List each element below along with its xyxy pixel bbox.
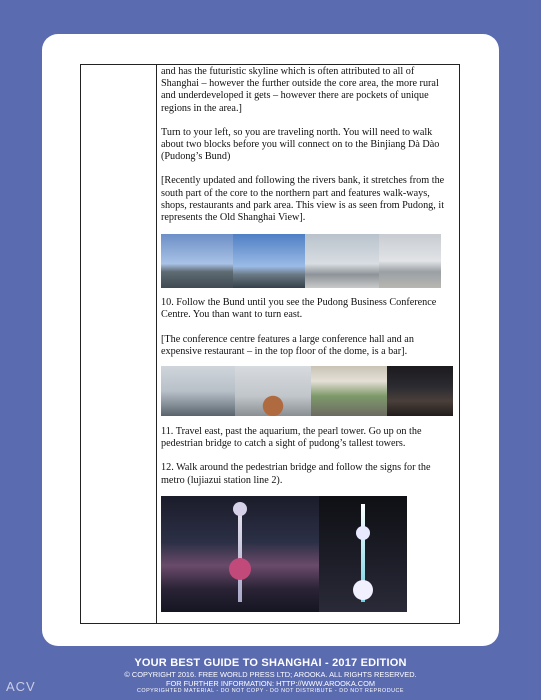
footer-info-link: FOR FURTHER INFORMATION: HTTP://WWW.AROOKA.COM xyxy=(165,679,376,688)
photo-pearl-tower-night-1 xyxy=(161,496,319,612)
photo-towers xyxy=(161,366,235,416)
paragraph-skyline: and has the futuristic skyline which is often attributed to all of Shanghai – however the further outside the core area, the more rural and underdeveloped it gets – however there are pockets of unique regions in the area.] xyxy=(161,66,439,114)
photo-row-pearl-tower xyxy=(161,496,453,612)
footer-title: YOUR BEST GUIDE TO SHANGHAI - 2017 EDITION xyxy=(134,657,407,669)
paragraph-turn-left: Turn to your left, so you are traveling north. You will need to walk about two blocks before you will connect on to the Binjiang Dà Dào (Pudong’s Bund) xyxy=(161,126,440,163)
step-10: 10. Follow the Bund until you see the Pudong Business Conference Centre. You than want to turn east. xyxy=(161,297,437,321)
photo-bund-skyline-1 xyxy=(161,234,233,288)
column-divider xyxy=(156,65,157,623)
photo-pearl-tower-night-2 xyxy=(319,496,407,612)
footer-warning: COPYRIGHTED MATERIAL - DO NOT COPY - DO NOT DISTRIBUTE - DO NOT REPRODUCE xyxy=(136,688,405,694)
photo-conference-hall xyxy=(387,366,453,416)
step-11: 11. Travel east, past the aquarium, the pearl tower. Go up on the pedestrian bridge to catch a sight of pudong’s tallest towers. xyxy=(161,426,422,450)
paragraph-binjiang: [Recently updated and following the rivers bank, it stretches from the south part of the core to the northern part and features walk-ways, shops, restaurants and park area. This view is as seen from Pudong, it represents the Old Shanghai View]. xyxy=(161,175,445,224)
content-column xyxy=(161,66,453,612)
photo-conference-dome xyxy=(235,366,311,416)
photo-row-bund xyxy=(161,234,453,288)
photo-riverside-walk xyxy=(305,234,379,288)
photo-row-conference xyxy=(161,366,453,416)
watermark: ACV xyxy=(6,679,36,694)
paragraph-conference-centre: [The conference centre features a large conference hall and an expensive restaurant – in the top floor of the dome, is a bar]. xyxy=(161,333,414,357)
photo-bund-skyline-2 xyxy=(233,234,305,288)
step-12: 12. Walk around the pedestrian bridge and follow the signs for the metro (lujiazui station line 2). xyxy=(161,462,431,486)
photo-sign-board xyxy=(311,366,387,416)
photo-promenade xyxy=(379,234,441,288)
footer-copyright: © COPYRIGHT 2016. FREE WORLD PRESS LTD; AROOKA. ALL RIGHTS RESERVED. xyxy=(124,670,417,679)
